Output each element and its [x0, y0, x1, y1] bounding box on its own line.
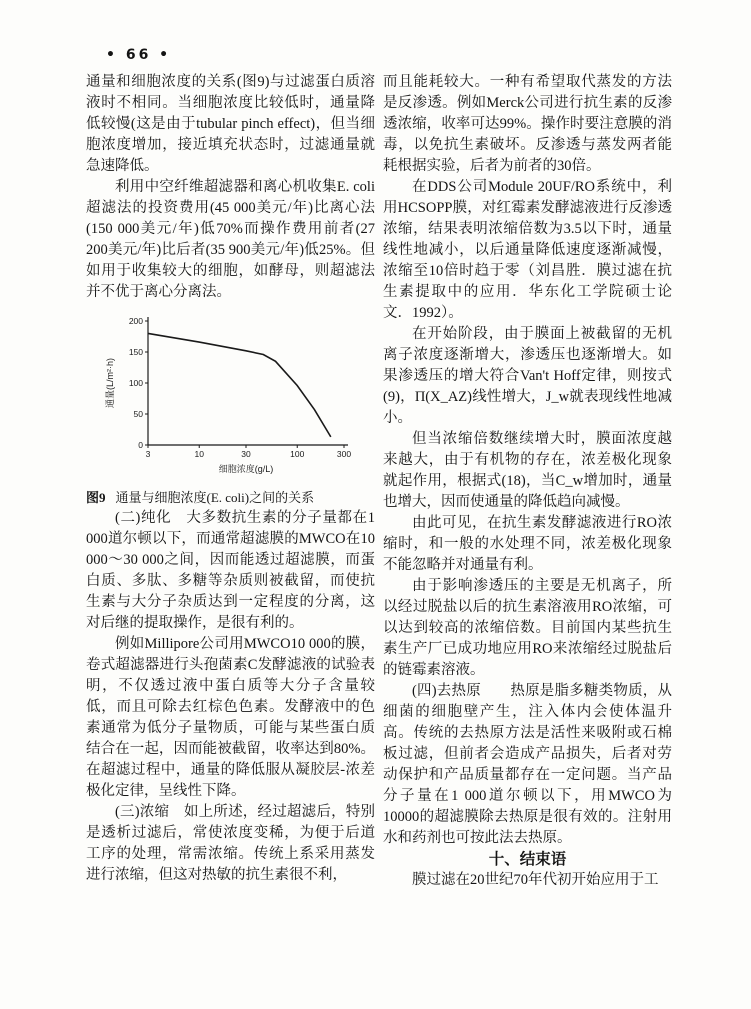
paragraph: 例如Millipore公司用MWCO10 000的膜，卷式超滤器进行头孢菌素C发酵滤液的试验表明，不仅透过液中蛋白质等大分子含量较低，而且可除去红棕色色素。发酵液中的色素通常为低分子量物质，可能与某些蛋白质结合在一起，因而能被截留，收率达到80%。在超滤过程中，通量的降低服从凝胶层-浓差极化定律，呈线性下降。 — [86, 636, 375, 799]
y-tick-label: 50 — [133, 409, 143, 419]
figure-caption-text: 通量与细胞浓度(E. coli)之间的关系 — [115, 490, 315, 505]
paragraph: (四)去热原 热原是脂多糖类物质，从细菌的细胞壁产生，注入体内会使体温升高。传统的去热原方法是活性来吸附或石棉板过滤，但前者会造成产品损失，后者对劳动保护和产品质量都存在一定问题。当产品分子量在1 000道尔顿以下，用MWCO为10000的超滤膜除去热原是很有效的。注射用水和药剂也可按此法去热原。 — [383, 683, 672, 846]
flux-vs-cell-concentration-chart — [104, 311, 356, 479]
right-column — [383, 72, 672, 891]
paragraph: 膜过滤在20世纪70年代初开始应用于工 — [412, 872, 659, 888]
paragraph: 而且能耗较大。一种有希望取代蒸发的方法是反渗透。例如Merck公司进行抗生素的反渗透浓缩，收率可达99%。操作时要注意膜的消毒，以免抗生素破坏。反渗透与蒸发两者能耗根据实验，后者为前者的30倍。 — [383, 74, 672, 174]
paragraph: 但当浓缩倍数继续增大时，膜面浓度越来越大，由于有机物的存在，浓差极化现象就起作用，根据式(18)，当C_w增加时，通量也增大，因而使通量的降低趋向减慢。 — [383, 431, 672, 510]
y-tick-label: 150 — [128, 347, 143, 357]
chart-curve — [148, 333, 331, 437]
x-tick-label: 100 — [290, 449, 305, 459]
x-tick-label: 30 — [241, 449, 251, 459]
paragraph: 通量和细胞浓度的关系(图9)与过滤蛋白质溶液时不相同。当细胞浓度比较低时，通量降低较慢(这是由于tubular pinch effect)，但当细胞浓度增加，接近填充状态时，过滤通量就急速降低。 — [86, 74, 375, 174]
text-columns — [86, 72, 672, 891]
paragraph: 在DDS公司Module 20UF/RO系统中，利用HCSOPP膜，对红霉素发酵滤液进行反渗透浓缩，结果表明浓缩倍数为3.5以下时，通量线性地减小，以后通量降低速度逐渐减慢，浓缩至10倍时趋于零（刘昌胜．膜过滤在抗生素提取中的应用．华东化工学院硕士论文．1992）。 — [383, 179, 672, 321]
figure-9 — [104, 311, 356, 486]
x-tick-label: 300 — [336, 449, 352, 459]
y-tick-label: 100 — [128, 378, 143, 388]
x-tick-label: 10 — [194, 449, 204, 459]
paragraph: 由此可见，在抗生素发酵滤液进行RO浓缩时，和一般的水处理不同，浓差极化现象不能忽略并对通量有利。 — [383, 515, 672, 573]
y-axis-label: 通量(L/m²·h) — [105, 358, 115, 408]
x-tick-label: 3 — [145, 449, 151, 459]
paragraph: (三)浓缩 如上所述，经过超滤后，特别是透析过滤后，常使浓度变稀，为便于后道工序的处理，常需浓缩。传统上系采用蒸发进行浓缩，但这对热敏的抗生素很不利， — [86, 804, 375, 883]
x-axis-label: 细胞浓度(g/L) — [218, 464, 274, 474]
figure-number: 图9 — [86, 490, 106, 505]
paragraph: (二)纯化 大多数抗生素的分子量都在1 000道尔顿以下，而通常超滤膜的MWCO在10 000～30 000之间，因而能透过超滤膜，而蛋白质、多肽、多糖等杂质则被截留，而使抗生素与大分子杂质达到一定程度的分离，这对后继的提取操作，是很有利的。 — [86, 510, 375, 631]
y-tick-label: 200 — [128, 316, 143, 326]
left-column — [86, 72, 375, 891]
page-number: • 66 • — [106, 47, 172, 63]
paragraph: 利用中空纤维超滤器和离心机收集E. coli超滤法的投资费用(45 000美元/年)比离心法(150 000美元/年)低70%而操作费用前者(27 200美元/年)比后者(35 900美元/年)低25%。但如用于收集较大的细胞，如酵母，则超滤法并不优于离心分离法。 — [86, 179, 375, 300]
section-heading-conclusion: 十、结束语 — [488, 850, 567, 868]
paragraph: 在开始阶段，由于膜面上被截留的无机离子浓度逐渐增大，渗透压也逐渐增大。如果渗透压的增大符合Van't Hoff定律，则按式(9)，Π(X_AZ)线性增大，J_w就表现线性地减小。 — [383, 326, 672, 426]
paragraph: 由于影响渗透压的主要是无机离子，所以经过脱盐以后的抗生素溶液用RO浓缩，可以达到较高的浓缩倍数。目前国内某些抗生素生产厂已成功地应用RO来浓缩经过脱盐后的链霉素溶液。 — [383, 578, 672, 678]
y-tick-label: 0 — [138, 440, 143, 450]
figure-caption — [86, 488, 375, 508]
